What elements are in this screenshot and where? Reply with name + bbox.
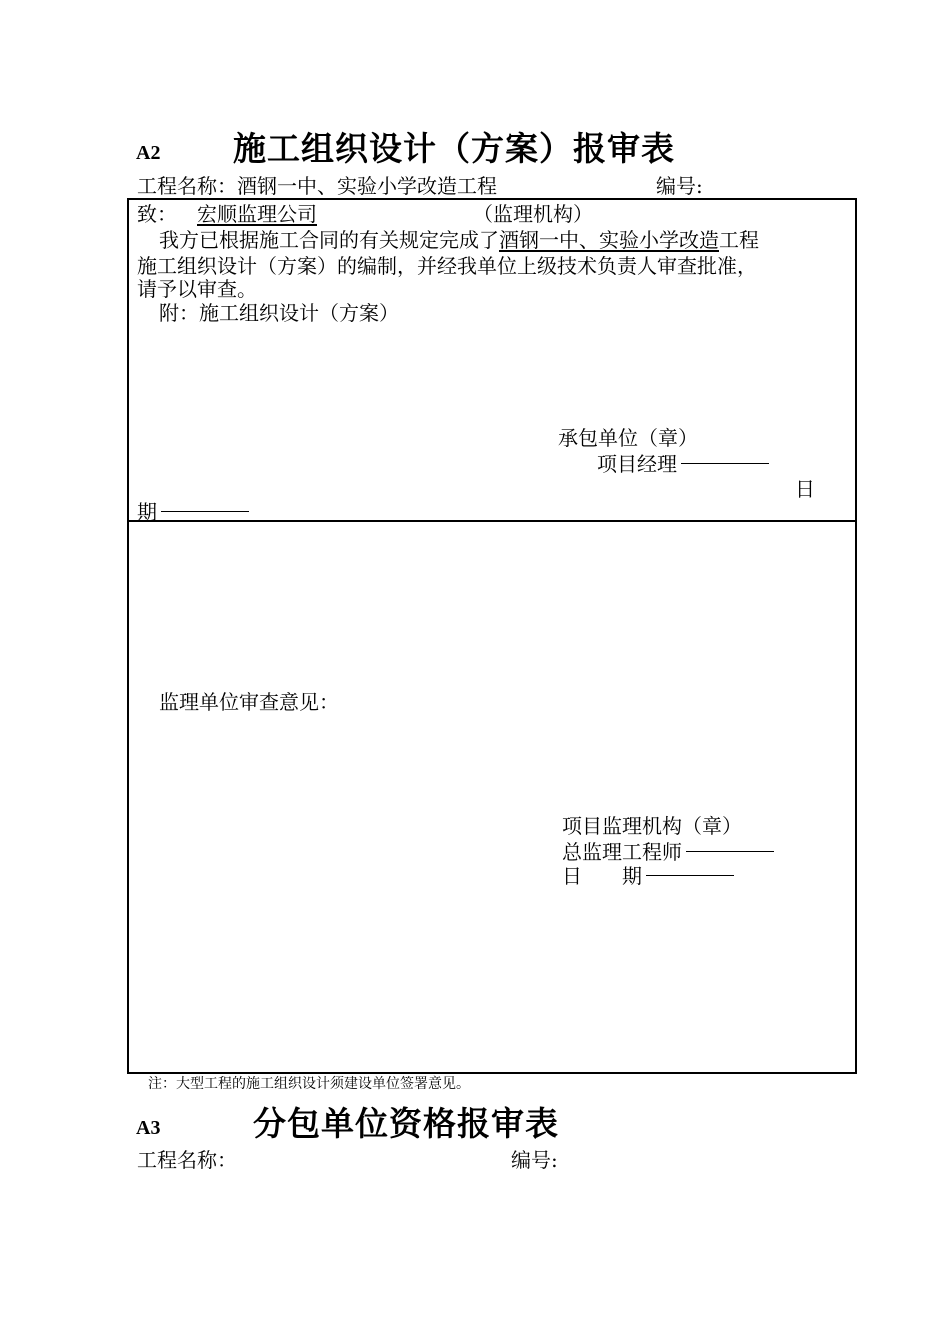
chief-engineer-signature-line bbox=[686, 851, 774, 852]
to-org: 宏顺监理公司 bbox=[197, 202, 317, 226]
chief-engineer-label: 总监理工程师 bbox=[562, 840, 682, 864]
supervision-date-line bbox=[562, 863, 734, 889]
addressee-line bbox=[137, 201, 593, 227]
attachment-line: 附：施工组织设计（方案） bbox=[159, 301, 399, 325]
contractor-date-line bbox=[161, 511, 249, 512]
body-line-3: 请予以审查。 bbox=[137, 277, 257, 301]
date-right-char: 日 bbox=[795, 477, 815, 501]
date-left-line bbox=[137, 499, 249, 525]
to-suffix: （监理机构） bbox=[473, 202, 593, 226]
project-label: 工程名称： bbox=[137, 174, 237, 198]
form-a3-code: A3 bbox=[136, 1117, 161, 1139]
project-manager-label: 项目经理 bbox=[597, 452, 677, 476]
supervision-date-signature-line bbox=[646, 875, 734, 876]
form-a3-title: 分包单位资格报审表 bbox=[253, 1104, 559, 1143]
form-a2-review-cell bbox=[127, 520, 857, 1074]
body-line-1 bbox=[159, 227, 759, 253]
supervision-date-label: 日 期 bbox=[562, 864, 642, 888]
para-line1-end: 工程 bbox=[719, 228, 759, 252]
project-manager-signature-line bbox=[681, 463, 769, 464]
para-prefix: 我方已根据施工合同的有关规定完成了 bbox=[159, 228, 499, 252]
supervision-opinion-label: 监理单位审查意见： bbox=[159, 690, 339, 714]
form-a2-number-label: 编号: bbox=[656, 174, 703, 198]
body-line-2: 施工组织设计（方案）的编制，并经我单位上级技术负责人审查批准， bbox=[137, 254, 757, 278]
form-a2-project-line bbox=[137, 173, 497, 199]
supervision-seal: 项目监理机构（章） bbox=[562, 814, 742, 838]
form-a2-note: 注：大型工程的施工组织设计须建设单位签署意见。 bbox=[148, 1076, 470, 1092]
form-a3-project-label: 工程名称： bbox=[137, 1148, 237, 1172]
date-left-char: 期 bbox=[137, 500, 157, 524]
para-project: 酒钢一中、实验小学改造 bbox=[499, 228, 719, 252]
chief-engineer-line bbox=[562, 839, 774, 865]
form-a2-code: A2 bbox=[136, 142, 161, 164]
project-name: 酒钢一中、实验小学改造工程 bbox=[237, 174, 497, 198]
form-a3-number-label: 编号: bbox=[511, 1148, 558, 1172]
to-label: 致： bbox=[137, 202, 177, 226]
contractor-seal: 承包单位（章） bbox=[558, 426, 698, 450]
form-a2-title: 施工组织设计（方案）报审表 bbox=[233, 129, 675, 168]
project-manager-line bbox=[597, 451, 769, 477]
